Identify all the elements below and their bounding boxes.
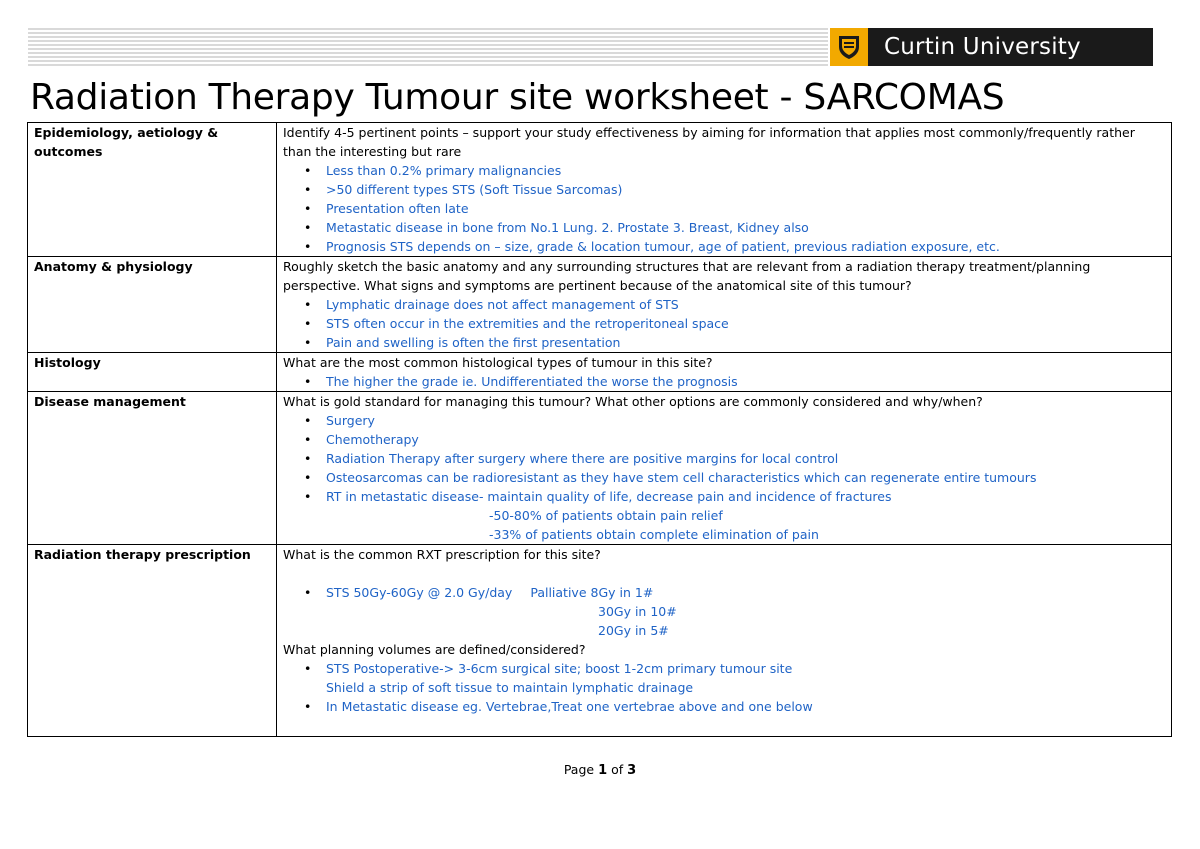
university-logo — [830, 28, 1153, 66]
page-footer — [0, 762, 1200, 778]
table-row — [28, 392, 1172, 545]
list-item: • Surgery — [326, 411, 1165, 430]
row-content-histology — [277, 353, 1172, 392]
university-name: Curtin University — [884, 34, 1081, 60]
list-item: • Pain and swelling is often the first presentation — [326, 333, 1165, 352]
list-item: • Radiation Therapy after surgery where there are positive margins for local control — [326, 449, 1165, 468]
row-content-prescription — [277, 545, 1172, 737]
row-content-anatomy — [277, 257, 1172, 353]
volume-text: STS Postoperative-> 3-6cm surgical site; boost 1-2cm primary tumour site — [326, 661, 793, 676]
answer-list — [283, 295, 1165, 352]
row-label-management: Disease management — [28, 392, 277, 545]
list-item: • Metastatic disease in bone from No.1 Lung. 2. Prostate 3. Breast, Kidney also — [326, 218, 1165, 237]
row-label-histology: Histology — [28, 353, 277, 392]
list-item: • STS often occur in the extremities and the retroperitoneal space — [326, 314, 1165, 333]
answer-list — [283, 161, 1165, 256]
question-text: What is the common RXT prescription for this site? — [283, 547, 601, 562]
answer-list — [283, 411, 1165, 506]
volume-text: Shield a strip of soft tissue to maintain lymphatic drainage — [326, 680, 694, 695]
table-row — [28, 123, 1172, 257]
table-row — [28, 353, 1172, 392]
volume-list — [283, 659, 1165, 716]
list-item: • >50 different types STS (Soft Tissue Sarcomas) — [326, 180, 1165, 199]
question-text: What are the most common histological types of tumour in this site? — [283, 355, 713, 370]
list-item: • Chemotherapy — [326, 430, 1165, 449]
dose-alt: 20Gy in 5# — [598, 623, 669, 638]
list-item: • Presentation often late — [326, 199, 1165, 218]
dose-alt: 30Gy in 10# — [598, 604, 677, 619]
table-row — [28, 545, 1172, 737]
page-current: 1 — [598, 763, 608, 778]
list-item: • Osteosarcomas can be radioresistant as they have stem cell characteristics which can regenerate entire tumours — [326, 468, 1165, 487]
shield-crest-icon — [830, 28, 868, 66]
list-item: • Less than 0.2% primary malignancies — [326, 161, 1165, 180]
question-text: Roughly sketch the basic anatomy and any surrounding structures that are relevant from a radiation therapy treatment/planning perspective. What signs and symptoms are pertinent because of the anatomical site of this tumour? — [283, 259, 1091, 293]
sub-point: -33% of patients obtain complete elimination of pain — [489, 527, 819, 542]
list-item: • RT in metastatic disease- maintain quality of life, decrease pain and incidence of fractures — [326, 487, 1165, 506]
question-text: Identify 4-5 pertinent points – support your study effectiveness by aiming for information that applies most commonly/frequently rather than the interesting but rare — [283, 125, 1135, 159]
dose-list — [283, 583, 1165, 602]
page-word: Page — [563, 762, 595, 777]
dose-main: STS 50Gy-60Gy @ 2.0 Gy/day — [326, 585, 513, 600]
answer-list — [283, 372, 1165, 391]
dose-palliative: Palliative 8Gy in 1# — [530, 585, 654, 600]
question-text: What is gold standard for managing this tumour? What other options are commonly considered and why/when? — [283, 394, 983, 409]
row-label-epidemiology: Epidemiology, aetiology & outcomes — [28, 123, 277, 257]
row-label-anatomy: Anatomy & physiology — [28, 257, 277, 353]
header-stripes — [28, 28, 828, 68]
list-item — [326, 583, 1165, 602]
list-item: • Lymphatic drainage does not affect management of STS — [326, 295, 1165, 314]
page-total: 3 — [627, 763, 637, 778]
row-content-management — [277, 392, 1172, 545]
table-row — [28, 257, 1172, 353]
list-item: • Prognosis STS depends on – size, grade & location tumour, age of patient, previous radiation exposure, etc. — [326, 237, 1165, 256]
row-label-prescription: Radiation therapy prescription — [28, 545, 277, 737]
worksheet-table — [27, 122, 1172, 737]
page-title: Radiation Therapy Tumour site worksheet - SARCOMAS — [30, 77, 1005, 118]
question-text: What planning volumes are defined/considered? — [283, 642, 586, 657]
list-item: • The higher the grade ie. Undifferentiated the worse the prognosis — [326, 372, 1165, 391]
of-word: of — [611, 762, 624, 777]
row-content-epidemiology — [277, 123, 1172, 257]
list-item: • In Metastatic disease eg. Vertebrae,Treat one vertebrae above and one below — [326, 697, 1165, 716]
sub-point: -50-80% of patients obtain pain relief — [489, 508, 723, 523]
list-item — [326, 659, 1165, 697]
